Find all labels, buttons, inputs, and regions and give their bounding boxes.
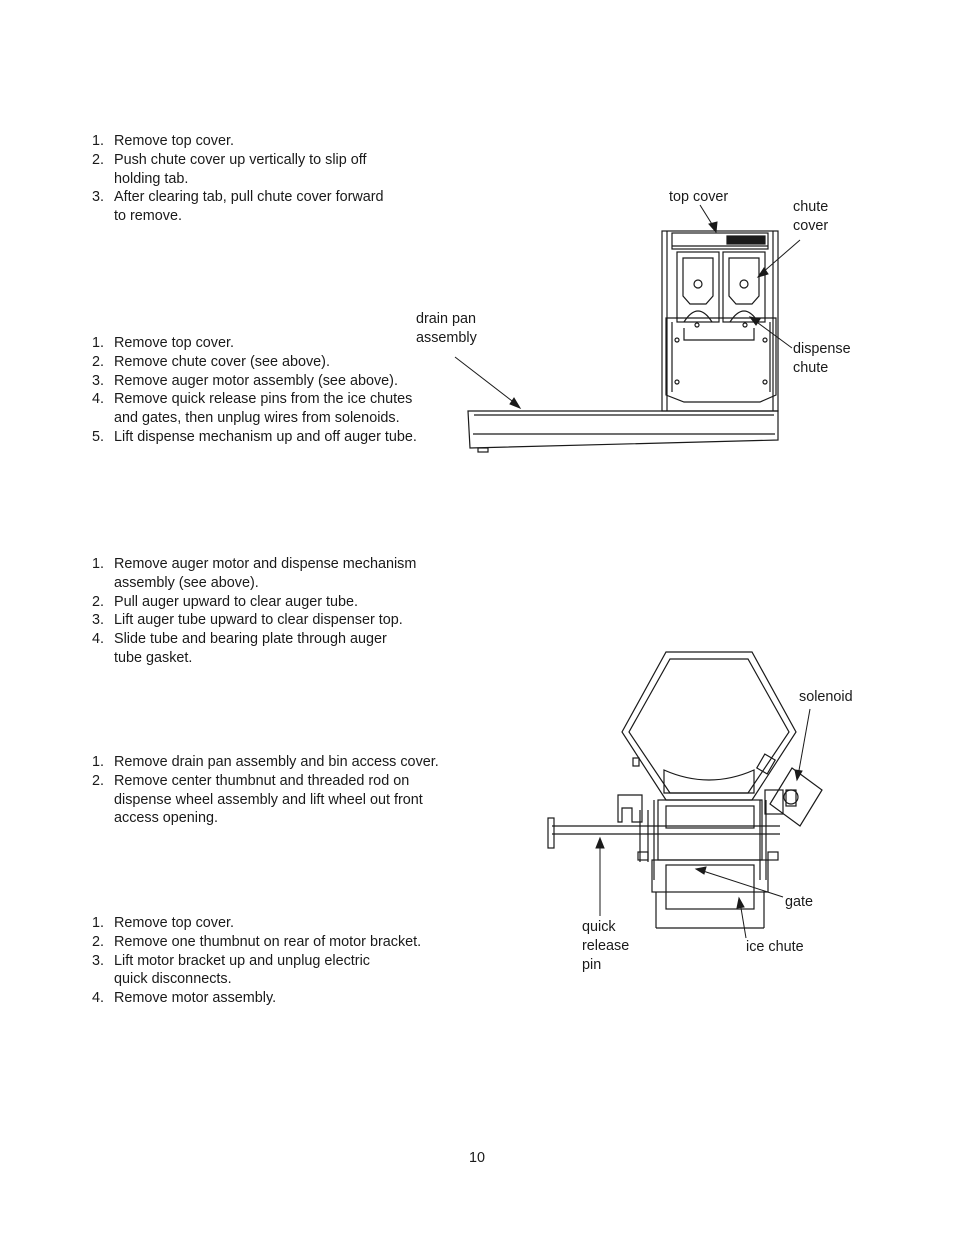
label-line: quick xyxy=(582,919,616,935)
step-number: 2. xyxy=(92,772,105,789)
step-text-continued: holding tab. xyxy=(114,170,189,187)
label-line: cover xyxy=(793,217,829,234)
step-number: 4. xyxy=(92,990,105,1007)
label-line: chute xyxy=(793,359,829,376)
step-text: Remove top cover. xyxy=(114,335,234,351)
step-text: Remove auger motor assembly (see above). xyxy=(114,372,398,389)
step-number: 2. xyxy=(92,151,105,168)
label-chute-cover xyxy=(793,198,828,236)
label-line: dispense xyxy=(793,341,851,357)
step-text-continued: tube gasket. xyxy=(114,649,193,666)
step-number: 2. xyxy=(92,593,105,610)
label-line: pin xyxy=(582,956,602,973)
step-text-continued: assembly (see above). xyxy=(114,574,259,591)
label-line: drain pan xyxy=(416,311,477,327)
step-number: 1. xyxy=(92,754,105,770)
step-text-continued: and gates, then unplug wires from solenoids. xyxy=(114,410,400,427)
page-number: 10 xyxy=(468,1150,485,1166)
step-text: Remove top cover. xyxy=(114,915,234,931)
label-line: chute xyxy=(793,199,829,215)
label-drain-pan-assembly xyxy=(416,310,477,348)
step-text: Remove motor assembly. xyxy=(114,990,277,1007)
step-text: Slide tube and bearing plate through auger xyxy=(114,631,387,648)
step-number: 1. xyxy=(92,335,105,351)
step-number: 3. xyxy=(92,612,105,629)
step-number: 4. xyxy=(92,631,105,648)
step-number: 3. xyxy=(92,189,105,206)
label-line: assembly xyxy=(416,329,477,346)
step-text-continued: dispense wheel assembly and lift wheel out front xyxy=(114,791,423,808)
label-ice-chute: ice chute xyxy=(746,939,804,955)
step-number: 1. xyxy=(92,556,105,572)
step-text: Remove center thumbnut and threaded rod on xyxy=(114,772,410,789)
label-line: release xyxy=(582,937,630,954)
label-quick-release-pin xyxy=(582,918,629,974)
step-text: Lift auger tube upward to clear dispenser top. xyxy=(114,612,403,629)
step-text: Remove top cover. xyxy=(114,133,234,149)
step-text: Remove chute cover (see above). xyxy=(114,353,330,370)
step-number: 2. xyxy=(92,353,105,370)
step-text: After clearing tab, pull chute cover forward xyxy=(114,189,384,206)
step-text: Remove auger motor and dispense mechanism xyxy=(114,556,417,572)
label-gate: gate xyxy=(785,894,814,910)
step-text: Lift dispense mechanism up and off auger tube. xyxy=(114,428,417,445)
step-text-continued: access opening. xyxy=(114,810,219,827)
step-number: 4. xyxy=(92,391,105,408)
label-dispense-chute xyxy=(793,340,851,378)
step-number: 1. xyxy=(92,133,105,149)
step-number: 3. xyxy=(92,372,105,389)
step-number: 1. xyxy=(92,915,105,931)
hexagon-housing xyxy=(622,652,796,800)
step-text: Remove drain pan assembly and bin access cover. xyxy=(114,754,439,770)
label-solenoid: solenoid xyxy=(799,689,853,705)
step-text: Push chute cover up vertically to slip off xyxy=(114,151,367,168)
step-text: Remove one thumbnut on rear of motor bracket. xyxy=(114,933,422,950)
step-text: Pull auger upward to clear auger tube. xyxy=(114,593,358,610)
step-number: 3. xyxy=(92,952,105,969)
step-number: 2. xyxy=(92,933,105,950)
step-text: Remove quick release pins from the ice chutes xyxy=(114,391,413,408)
step-number: 5. xyxy=(92,428,105,445)
step-text-continued: quick disconnects. xyxy=(114,971,232,988)
step-text-continued: to remove. xyxy=(114,208,182,225)
label-top-cover: top cover xyxy=(669,189,729,205)
step-text: Lift motor bracket up and unplug electric xyxy=(114,952,370,969)
